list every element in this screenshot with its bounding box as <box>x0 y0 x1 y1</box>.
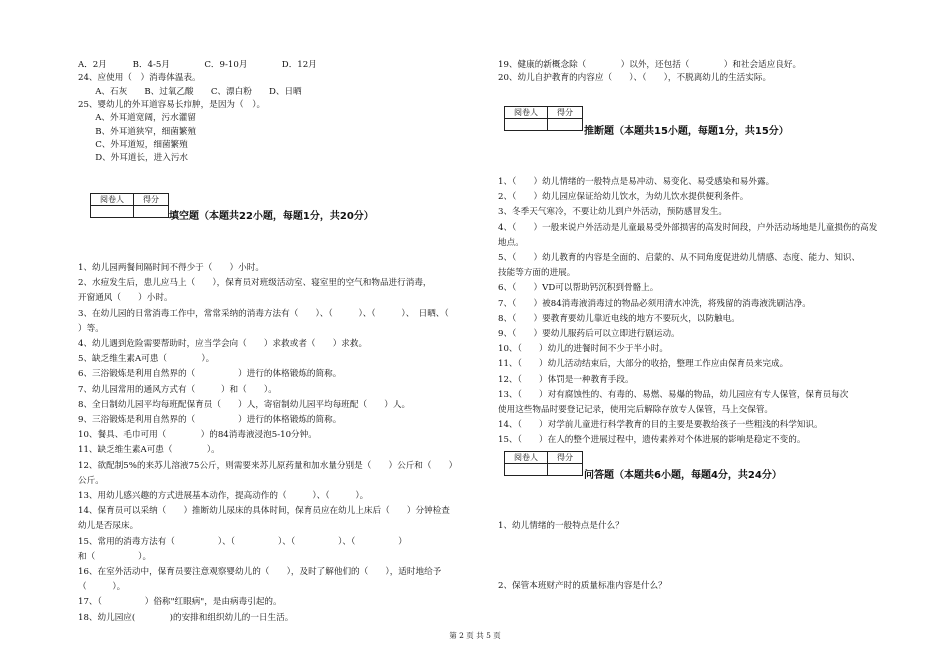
page-number: 第 2 页 共 5 页 <box>449 631 501 640</box>
question-line: 13、用幼儿感兴趣的方式进展基本动作，提高动作的（ ）、（ ）。 <box>78 491 369 501</box>
question-line: 24、应使用（ ）消毒体温表。 <box>78 73 201 84</box>
question-line: 3、冬季天气寒冷，不要让幼儿到户外活动，预防感冒发生。 <box>498 207 727 218</box>
score-label: 得分 <box>134 194 169 206</box>
question-line: 幼儿是否尿床。 <box>78 521 139 532</box>
score-cell <box>548 119 583 131</box>
question-line: 12、欲配制5%的来苏儿溶液75公斤，则需要来苏儿原药量和加水量分别是（ ）公斤和（ ） <box>78 460 458 471</box>
question-line: 10、餐具、毛巾可用（ ）的84消毒液浸泡5-10分钟。 <box>78 430 317 441</box>
question-line: 4、（ ）一般来说户外活动是儿童最易受外部损害的高发时间段，户外活动场地是儿童损伤的高发 <box>498 222 878 233</box>
grader-cell <box>505 119 548 131</box>
question-line: 14、保育员可以采纳（ ）推断幼儿尿床的具体时间，保育员应在幼儿上床后（ ）分钟检查 <box>78 506 450 517</box>
question-line: A、外耳道宽阔，污水灌留 <box>78 113 196 124</box>
question-line: 18、幼儿园应( )的安排和组织幼儿的一日生活。 <box>78 612 294 623</box>
grader-label: 阅卷人 <box>91 194 134 206</box>
question-line: C、外耳道短，细菌繁殖 <box>78 139 188 150</box>
question-line: A．2月 B．4-5月 C．9-10月 D．12月 <box>78 60 317 70</box>
question-line: 9、（ ）要幼儿服药后可以立即进行剧运动。 <box>498 329 680 339</box>
question-line: 1、（ ）幼儿情绪的一般特点是易冲动、易变化、易受感染和易外露。 <box>498 177 775 187</box>
question-line: 11、（ ）幼儿活动结束后，大部分的收拾，整理工作应由保育员来完成。 <box>498 359 789 370</box>
question-line: ）等。 <box>78 323 104 334</box>
question-line: 15、（ ）在人的整个进展过程中，遗传素养对个体进展的影响是稳定不变的。 <box>498 435 806 446</box>
question-line: 15、常用的消毒方法有（ ）、（ ）、（ ）、（ ） <box>78 536 407 547</box>
question-line: 14、（ ）对学前儿童进行科学教育的目的主要是要教给孩子一些粗浅的科学知识。 <box>498 420 823 431</box>
question-line: 10、（ ）幼儿的进餐时间不少于半小时。 <box>498 344 668 355</box>
question-line: 16、在室外活动中，保育员要注意观察婴幼儿的（ ），及时了解他们的（ ），适时地给予 <box>78 567 442 577</box>
score-label: 得分 <box>548 452 583 464</box>
fill-blank-section-title: 填空题（本题共22小题，每题1分，共20分） <box>169 211 374 222</box>
question-line: 地点。 <box>498 237 524 248</box>
score-box-judge <box>504 106 583 131</box>
qa-section-title: 问答题（本题共6小题，每题4分，共24分） <box>584 470 782 481</box>
question-line: 9、三浴锻炼是利用自然界的（ ）进行的体格锻炼的简称。 <box>78 415 342 425</box>
question-line: D、外耳道长，进入污水 <box>78 153 189 164</box>
question-line: 7、（ ）被84消毒液消毒过的物品必须用清水冲洗，将残留的消毒液洗刷洁净。 <box>498 298 811 309</box>
question-line: 4、幼儿遇到危险需要帮助时，应当学会向（ ）求救或者（ ）求救。 <box>78 339 368 349</box>
question-line: 公斤。 <box>78 475 104 486</box>
question-line: 25、婴幼儿的外耳道容易长疖肿，是因为（ ）。 <box>78 99 266 110</box>
question-line: 8、（ ）要教育要幼儿靠近电线的地方不要玩火，以防触电。 <box>498 313 740 324</box>
score-box-qa <box>504 451 583 476</box>
score-cell <box>548 464 583 476</box>
question-line: 6、（ ）VD可以帮助钙沉积到骨骼上。 <box>498 283 659 294</box>
qa-question-1: 1、幼儿情绪的一般特点是什么？ <box>498 521 624 531</box>
question-line: 开窗通风（ ）小时。 <box>78 293 173 304</box>
score-box-fill <box>90 193 169 218</box>
question-line: 使用这些物品时要登记记录，使用完后解除存放专人保管，马上交保管。 <box>498 405 774 415</box>
question-line: 13、（ ）对有腐蚀性的、有毒的、易燃、易爆的物品，幼儿园应有专人保管，保育员每次 <box>498 389 849 400</box>
question-line: 11、缺乏维生素A可患（ ）。 <box>78 445 220 456</box>
score-label: 得分 <box>548 107 583 119</box>
judge-section-title: 推断题（本题共15小题，每题1分，共15分） <box>584 126 789 137</box>
question-line: 技能等方面的进展。 <box>498 268 576 279</box>
question-line: 和（ ）。 <box>78 551 152 562</box>
question-line: 17、（ ）俗称"红眼病"，是由病毒引起的。 <box>78 597 282 608</box>
grader-label: 阅卷人 <box>505 452 548 464</box>
question-line: 1、幼儿园两餐间隔时间不得少于（ ）小时。 <box>78 263 264 273</box>
score-cell <box>134 206 169 218</box>
question-line: 2、水痘发生后，患儿应马上（ ），保育员对班级活动室、寝室里的空气和物品进行消毒， <box>78 278 432 289</box>
question-line: 6、三浴锻炼是利用自然界的（ ）进行的体格锻炼的简称。 <box>78 369 342 380</box>
question-line: 12、（ ）体罚是一种教育手段。 <box>498 374 634 385</box>
grader-label: 阅卷人 <box>505 107 548 119</box>
question-line: A、石灰 B、过氧乙酸 C、漂白粉 D、日晒 <box>78 86 302 97</box>
question-line: （ ）。 <box>78 582 126 593</box>
grader-cell <box>91 206 134 218</box>
question-line: 5、缺乏维生素A可患（ ）。 <box>78 354 215 365</box>
question-line: 19、健康的新概念除（ ）以外，还包括（ ）和社会适应良好。 <box>498 60 802 70</box>
question-line: 7、幼儿园常用的通风方式有（ ）和（ ）。 <box>78 384 277 395</box>
question-line: B、外耳道狭窄，细菌繁殖 <box>78 126 197 137</box>
qa-question-2: 2、保管本班财产时的质量标准内容是什么？ <box>498 581 667 591</box>
question-line: 2、（ ）幼儿园应保证给幼儿饮水，为幼儿饮水提供便利条件。 <box>498 192 749 203</box>
question-line: 20、幼儿自护教育的内容应（ ）、（ ），不脱离幼儿的生活实际。 <box>498 73 772 84</box>
question-line: 5、（ ）幼儿教育的内容是全面的、启蒙的、从不同角度促进幼儿情感、态度、能力、知识、 <box>498 253 861 263</box>
question-line: 8、全日制幼儿园平均每班配保育员（ ）人，寄宿制幼儿园平均每班配（ ）人。 <box>78 399 411 410</box>
question-line: 3、在幼儿园的日常消毒工作中，常常采纳的消毒方法有（ ）、（ ）、（ ）、 日晒、（ <box>78 308 449 319</box>
grader-cell <box>505 464 548 476</box>
